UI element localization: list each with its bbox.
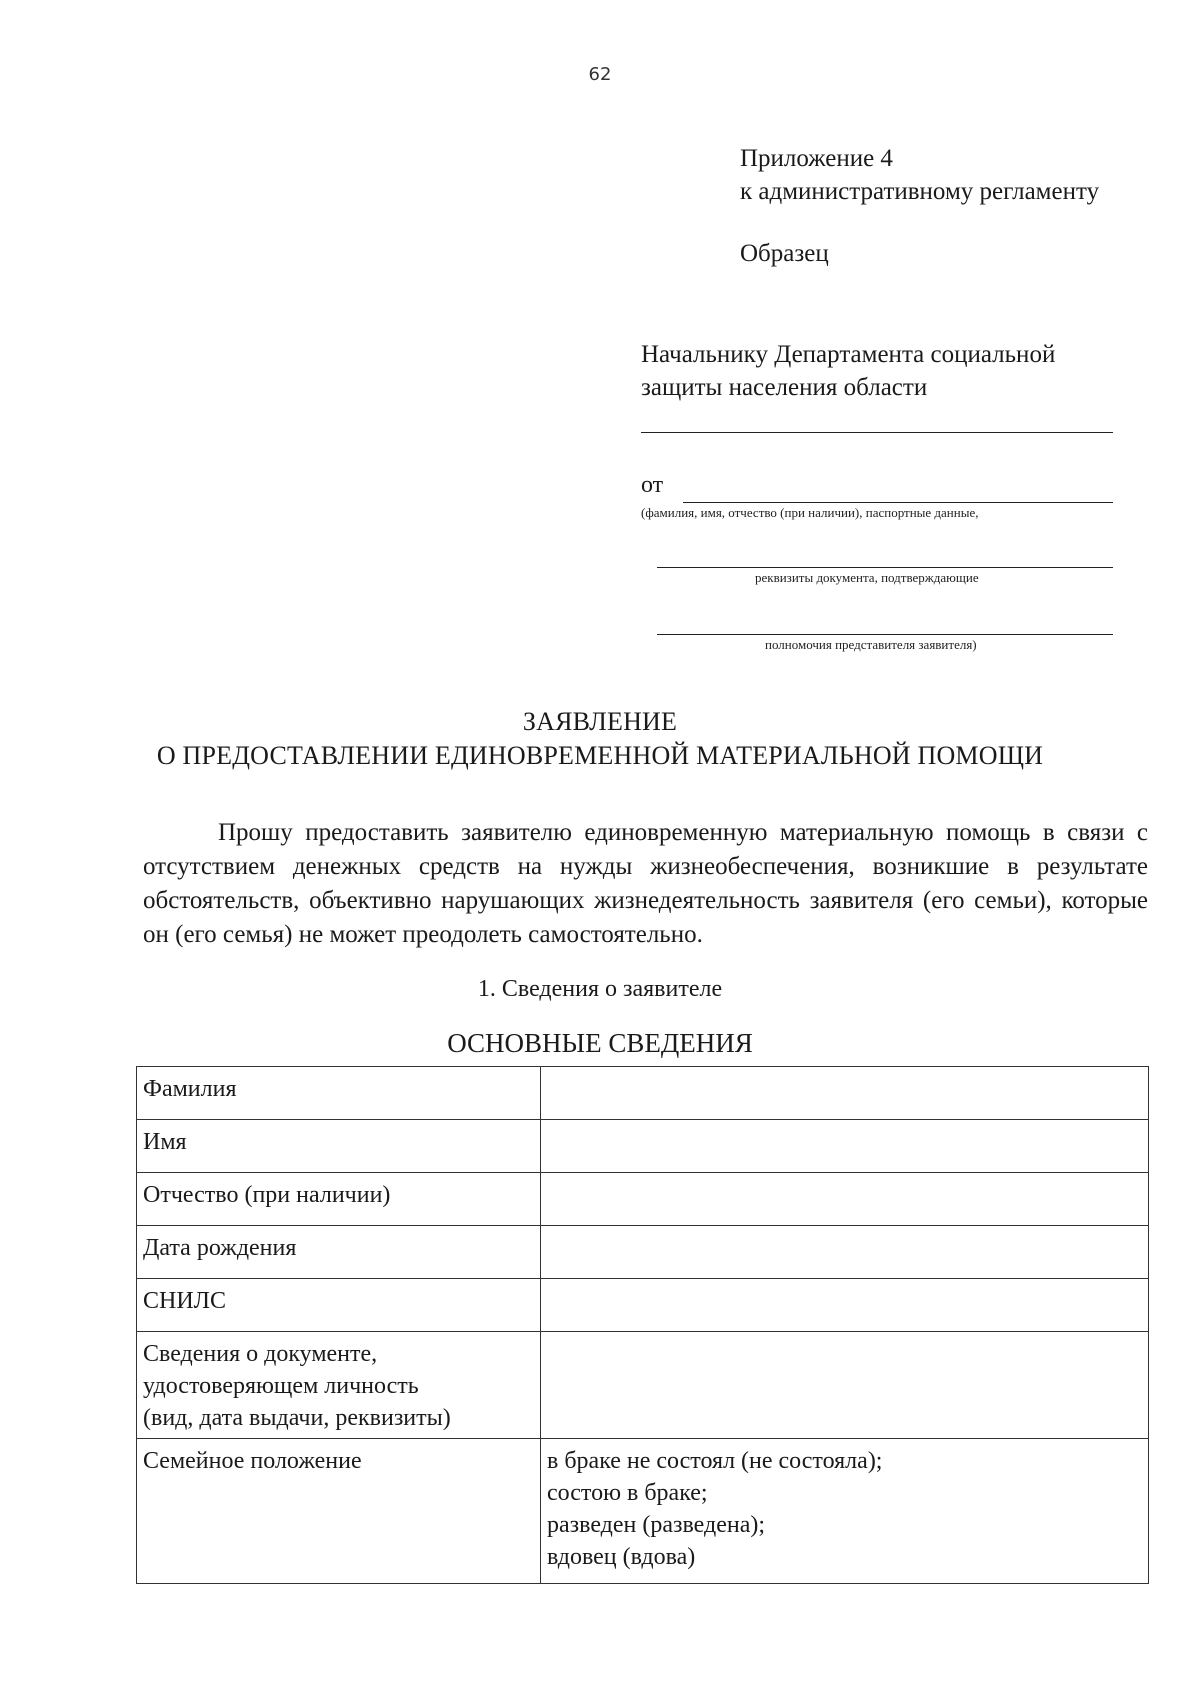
row-value-field[interactable] (541, 1173, 1149, 1226)
table-row (137, 1173, 1149, 1226)
row-label: Отчество (при наличии) (137, 1173, 541, 1226)
appendix-line-1: Приложение 4 (740, 145, 893, 172)
marital-option[interactable]: состою в браке; (547, 1480, 708, 1506)
row-label: Сведения о документе, удостоверяющем личность (вид, дата выдачи, реквизиты) (137, 1332, 541, 1439)
request-text: Прошу предоставить заявителю единовременную материальную помощь в связи с отсутствием денежных средств на нужды жизнеобеспечения, возникшие в результате обстоятельств, объективно нарушающих жизнедеятельность заявителя (его семьи), которые он (его семья) не может преодолеть самостоятельно. (143, 819, 1148, 948)
caption-document-details: реквизиты документа, подтверждающие (755, 570, 979, 585)
table-row (137, 1279, 1149, 1332)
table-title: ОСНОВНЫЕ СВЕДЕНИЯ (447, 1028, 753, 1058)
table-row (137, 1067, 1149, 1120)
table-row (137, 1332, 1149, 1439)
marital-option[interactable]: в браке не состоял (не состояла); (547, 1448, 883, 1474)
document-title: ЗАЯВЛЕНИЕ (522, 707, 678, 736)
table-row (137, 1120, 1149, 1173)
addressee-line-1: Начальнику Департамента социальной (641, 341, 1056, 368)
addressee-block (641, 338, 1055, 404)
appendix-line-2: к административному регламенту (740, 178, 1100, 205)
addressee-blank-line[interactable] (641, 432, 1113, 433)
applicant-info-table (136, 1066, 1149, 1584)
table-row (137, 1226, 1149, 1279)
row-value-field[interactable] (541, 1279, 1149, 1332)
row-label: СНИЛС (137, 1279, 541, 1332)
document-subtitle: О ПРЕДОСТАВЛЕНИИ ЕДИНОВРЕМЕННОЙ МАТЕРИАЛЬНОЙ ПОМОЩИ (156, 741, 1044, 770)
applicant-blank-line-3[interactable] (657, 634, 1113, 635)
row-value-field[interactable] (541, 1332, 1149, 1439)
marital-option[interactable]: разведен (разведена); (547, 1512, 766, 1538)
row-value-field[interactable] (541, 1120, 1149, 1173)
request-paragraph (143, 816, 1148, 952)
from-label: от (641, 472, 664, 498)
caption-representative-authority: полномочия представителя заявителя) (765, 637, 977, 652)
row-label: Дата рождения (137, 1226, 541, 1279)
section-title: 1. Сведения о заявителе (477, 976, 723, 1002)
table-row-marital-status (137, 1439, 1149, 1584)
addressee-line-2: защиты населения области (641, 374, 928, 401)
row-value-field[interactable] (541, 1067, 1149, 1120)
caption-applicant-data: (фамилия, имя, отчество (при наличии), паспортные данные, (641, 505, 979, 520)
row-label: Семейное положение (137, 1439, 541, 1584)
row-label: Фамилия (137, 1067, 541, 1120)
applicant-blank-line-2[interactable] (657, 567, 1113, 568)
page-number: 62 (588, 64, 612, 85)
applicant-blank-line-1[interactable] (683, 502, 1113, 503)
marital-option[interactable]: вдовец (вдова) (547, 1544, 696, 1570)
row-label: Имя (137, 1120, 541, 1173)
marital-status-options (541, 1439, 1149, 1584)
appendix-note (740, 142, 1099, 208)
sample-label: Образец (740, 240, 829, 267)
row-value-field[interactable] (541, 1226, 1149, 1279)
